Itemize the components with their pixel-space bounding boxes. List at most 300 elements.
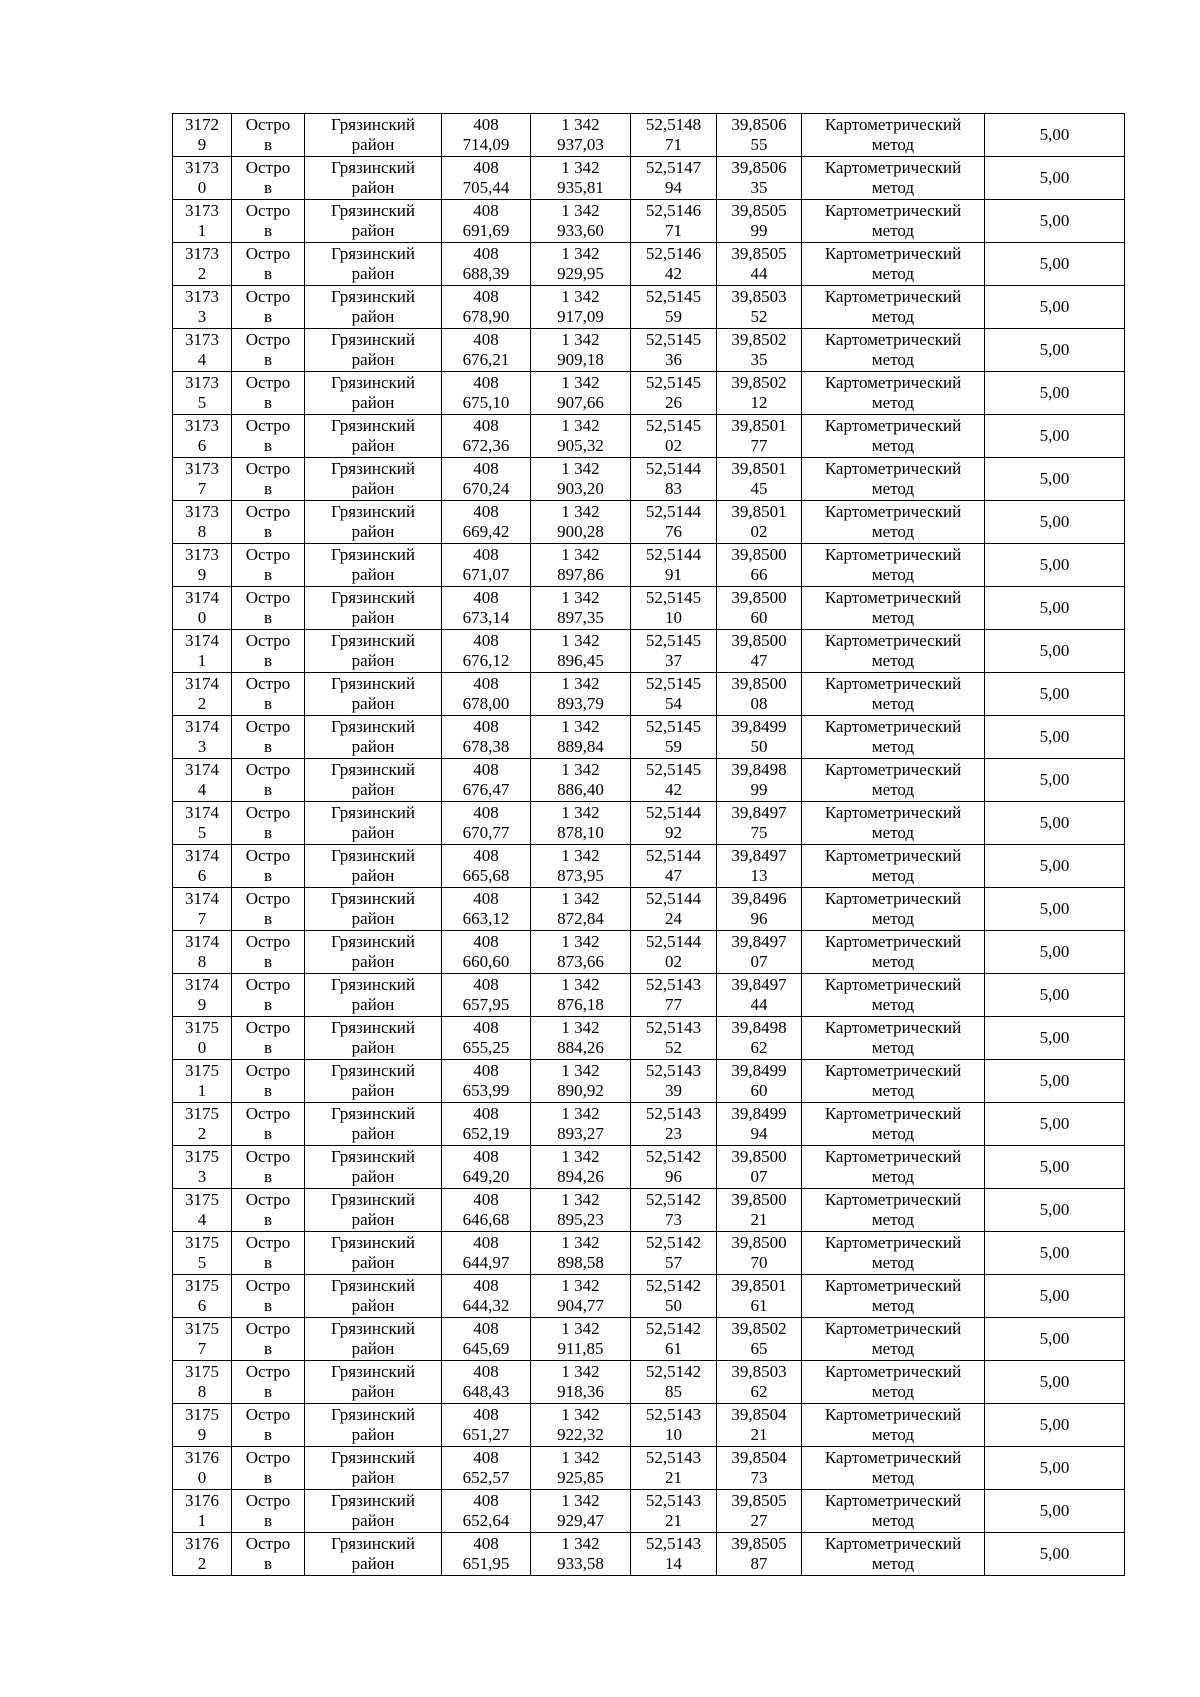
- object-name-cell: [232, 501, 305, 544]
- latitude-cell-line: 52,5147: [645, 158, 702, 177]
- point-number-cell-line: 3173: [185, 416, 219, 435]
- table-row: [173, 544, 1125, 587]
- accuracy-cell: 5,00: [985, 974, 1125, 1017]
- method-cell-line: Картометрический: [824, 1018, 962, 1037]
- district-cell-line: район: [351, 1511, 395, 1530]
- longitude-cell: [717, 458, 802, 501]
- coord-x-cell: [442, 329, 531, 372]
- point-number-cell: [173, 802, 232, 845]
- point-number-cell: [173, 286, 232, 329]
- object-name-cell-line: в: [263, 1425, 273, 1444]
- coord-y-cell-line: 1 342: [561, 889, 600, 908]
- longitude-cell-line: 61: [750, 1296, 768, 1315]
- coord-y-cell-line: 894,26: [557, 1167, 604, 1186]
- latitude-cell: [631, 286, 717, 329]
- coord-x-cell: [442, 716, 531, 759]
- longitude-cell-line: 13: [750, 866, 768, 885]
- coord-x-cell-line: 408: [473, 158, 499, 177]
- district-cell: [305, 1146, 442, 1189]
- coord-y-cell-line: 1 342: [561, 1104, 600, 1123]
- district-cell: [305, 544, 442, 587]
- table-row: [173, 329, 1125, 372]
- longitude-cell-line: 21: [750, 1210, 768, 1229]
- coord-x-cell-line: 670,24: [462, 479, 510, 498]
- object-name-cell: [232, 759, 305, 802]
- latitude-cell-line: 10: [665, 1425, 682, 1444]
- coord-x-cell: [442, 630, 531, 673]
- method-cell-line: метод: [871, 1339, 915, 1358]
- coord-x-cell-line: 408: [473, 287, 499, 306]
- coord-y-cell-line: 1 342: [561, 1147, 600, 1166]
- coord-x-cell: [442, 931, 531, 974]
- object-name-cell-line: Остро: [245, 1190, 291, 1209]
- object-name-cell-line: Остро: [245, 975, 291, 994]
- district-cell-line: район: [351, 264, 395, 283]
- district-cell-line: Грязинский: [331, 1362, 415, 1381]
- method-cell: [802, 501, 985, 544]
- longitude-cell-line: 39,8496: [731, 889, 787, 908]
- object-name-cell-line: в: [263, 1339, 273, 1358]
- accuracy-cell: 5,00: [985, 673, 1125, 716]
- latitude-cell-line: 52,5145: [645, 287, 702, 306]
- district-cell: [305, 1361, 442, 1404]
- district-cell-line: Грязинский: [331, 502, 415, 521]
- coord-y-cell-line: 895,23: [557, 1210, 604, 1229]
- latitude-cell-line: 52,5144: [645, 846, 702, 865]
- method-cell-line: метод: [871, 1210, 915, 1229]
- point-number-cell-line: 1: [197, 221, 207, 240]
- coord-x-cell-line: 652,19: [462, 1124, 510, 1143]
- accuracy-cell: 5,00: [985, 931, 1125, 974]
- object-name-cell-line: Остро: [245, 416, 291, 435]
- object-name-cell-line: в: [263, 479, 273, 498]
- object-name-cell: [232, 1318, 305, 1361]
- object-name-cell: [232, 329, 305, 372]
- coord-x-cell: [442, 845, 531, 888]
- longitude-cell: [717, 501, 802, 544]
- district-cell: [305, 501, 442, 544]
- point-number-cell-line: 3173: [185, 545, 219, 564]
- object-name-cell-line: Остро: [245, 502, 291, 521]
- district-cell: [305, 1490, 442, 1533]
- method-cell-line: Картометрический: [824, 201, 962, 220]
- method-cell-line: Картометрический: [824, 115, 962, 134]
- district-cell-line: район: [351, 1382, 395, 1401]
- method-cell-line: Картометрический: [824, 459, 962, 478]
- coord-x-cell: [442, 759, 531, 802]
- coord-y-cell-line: 1 342: [561, 674, 600, 693]
- longitude-cell-line: 39,8497: [731, 803, 787, 822]
- district-cell-line: район: [351, 952, 395, 971]
- coord-x-cell: [442, 1103, 531, 1146]
- district-cell: [305, 415, 442, 458]
- object-name-cell-line: в: [263, 307, 273, 326]
- method-cell-line: метод: [871, 479, 915, 498]
- point-number-cell-line: 7: [197, 479, 207, 498]
- longitude-cell-line: 94: [750, 1124, 768, 1143]
- point-number-cell: [173, 587, 232, 630]
- longitude-cell: [717, 716, 802, 759]
- point-number-cell-line: 3173: [185, 502, 219, 521]
- coord-y-cell: [531, 845, 631, 888]
- method-cell-line: Картометрический: [824, 1233, 962, 1252]
- point-number-cell-line: 8: [197, 1382, 207, 1401]
- accuracy-cell: 5,00: [985, 372, 1125, 415]
- latitude-cell: [631, 587, 717, 630]
- district-cell-line: район: [351, 1425, 395, 1444]
- method-cell-line: Картометрический: [824, 1362, 962, 1381]
- district-cell-line: район: [351, 307, 395, 326]
- object-name-cell-line: в: [263, 350, 273, 369]
- method-cell: [802, 286, 985, 329]
- longitude-cell-line: 39,8502: [731, 330, 787, 349]
- latitude-cell: [631, 888, 717, 931]
- longitude-cell: [717, 1447, 802, 1490]
- accuracy-cell: 5,00: [985, 1146, 1125, 1189]
- method-cell-line: метод: [871, 1468, 915, 1487]
- object-name-cell-line: в: [263, 866, 273, 885]
- coord-y-cell-line: 1 342: [561, 115, 600, 134]
- point-number-cell-line: 3: [197, 1167, 207, 1186]
- district-cell-line: Грязинский: [331, 1061, 415, 1080]
- longitude-cell: [717, 157, 802, 200]
- coord-y-cell: [531, 1017, 631, 1060]
- coord-y-cell: [531, 1361, 631, 1404]
- point-number-cell: [173, 1404, 232, 1447]
- district-cell-line: Грязинский: [331, 631, 415, 650]
- coord-x-cell-line: 652,57: [462, 1468, 510, 1487]
- latitude-cell-line: 52,5144: [645, 803, 702, 822]
- latitude-cell: [631, 1232, 717, 1275]
- longitude-cell-line: 39,8501: [731, 416, 787, 435]
- district-cell-line: район: [351, 1339, 395, 1358]
- object-name-cell-line: Остро: [245, 1276, 291, 1295]
- coord-y-cell: [531, 673, 631, 716]
- coord-y-cell-line: 1 342: [561, 803, 600, 822]
- latitude-cell-line: 94: [665, 178, 682, 197]
- object-name-cell: [232, 1103, 305, 1146]
- point-number-cell-line: 0: [197, 178, 207, 197]
- coord-y-cell-line: 1 342: [561, 502, 600, 521]
- object-name-cell: [232, 1060, 305, 1103]
- district-cell-line: район: [351, 866, 395, 885]
- coord-y-cell-line: 900,28: [557, 522, 604, 541]
- object-name-cell-line: Остро: [245, 1147, 291, 1166]
- longitude-cell: [717, 1060, 802, 1103]
- table-row: [173, 587, 1125, 630]
- table-row: [173, 1490, 1125, 1533]
- coord-y-cell: [531, 1146, 631, 1189]
- coord-y-cell: [531, 415, 631, 458]
- longitude-cell-line: 60: [750, 1081, 768, 1100]
- coord-y-cell-line: 1 342: [561, 760, 600, 779]
- point-number-cell-line: 3174: [185, 631, 219, 650]
- longitude-cell-line: 39,8501: [731, 1276, 787, 1295]
- latitude-cell: [631, 1017, 717, 1060]
- latitude-cell: [631, 931, 717, 974]
- point-number-cell-line: 5: [197, 393, 207, 412]
- table-row: [173, 888, 1125, 931]
- district-cell-line: Грязинский: [331, 1190, 415, 1209]
- district-cell-line: Грязинский: [331, 1405, 415, 1424]
- coord-y-cell-line: 893,27: [557, 1124, 604, 1143]
- coord-x-cell-line: 651,95: [462, 1554, 510, 1573]
- method-cell: [802, 372, 985, 415]
- object-name-cell-line: в: [263, 952, 273, 971]
- point-number-cell-line: 3172: [185, 115, 219, 134]
- point-number-cell-line: 3173: [185, 244, 219, 263]
- coord-y-cell-line: 937,03: [557, 135, 604, 154]
- method-cell-line: метод: [871, 823, 915, 842]
- method-cell-line: метод: [871, 1382, 915, 1401]
- table-row: [173, 501, 1125, 544]
- district-cell-line: Грязинский: [331, 1276, 415, 1295]
- coord-y-cell: [531, 372, 631, 415]
- point-number-cell-line: 6: [197, 436, 207, 455]
- method-cell-line: метод: [871, 135, 915, 154]
- method-cell-line: метод: [871, 307, 915, 326]
- accuracy-cell: 5,00: [985, 1490, 1125, 1533]
- latitude-cell-line: 02: [665, 436, 682, 455]
- point-number-cell: [173, 372, 232, 415]
- point-number-cell-line: 3175: [185, 1405, 219, 1424]
- coord-x-cell: [442, 243, 531, 286]
- method-cell-line: метод: [871, 178, 915, 197]
- coord-x-cell-line: 651,27: [462, 1425, 510, 1444]
- object-name-cell: [232, 1146, 305, 1189]
- district-cell: [305, 1404, 442, 1447]
- method-cell-line: метод: [871, 651, 915, 670]
- latitude-cell: [631, 1060, 717, 1103]
- coord-x-cell: [442, 1232, 531, 1275]
- accuracy-cell: 5,00: [985, 1060, 1125, 1103]
- district-cell-line: Грязинский: [331, 416, 415, 435]
- district-cell-line: Грязинский: [331, 244, 415, 263]
- longitude-cell-line: 44: [750, 264, 768, 283]
- longitude-cell-line: 39,8506: [731, 158, 787, 177]
- coord-x-cell-line: 672,36: [462, 436, 510, 455]
- latitude-cell: [631, 1361, 717, 1404]
- coord-y-cell-line: 925,85: [557, 1468, 604, 1487]
- latitude-cell: [631, 200, 717, 243]
- object-name-cell: [232, 845, 305, 888]
- latitude-cell-line: 52,5144: [645, 459, 702, 478]
- point-number-cell-line: 9: [197, 565, 207, 584]
- longitude-cell-line: 65: [750, 1339, 768, 1358]
- longitude-cell-line: 39,8506: [731, 115, 787, 134]
- district-cell-line: Грязинский: [331, 330, 415, 349]
- coord-x-cell: [442, 802, 531, 845]
- coord-y-cell-line: 933,58: [557, 1554, 604, 1573]
- object-name-cell-line: Остро: [245, 1362, 291, 1381]
- latitude-cell-line: 83: [665, 479, 682, 498]
- latitude-cell-line: 42: [665, 264, 682, 283]
- point-number-cell-line: 3173: [185, 158, 219, 177]
- method-cell-line: метод: [871, 1425, 915, 1444]
- point-number-cell: [173, 415, 232, 458]
- district-cell: [305, 759, 442, 802]
- coord-x-cell: [442, 974, 531, 1017]
- latitude-cell-line: 21: [665, 1511, 682, 1530]
- object-name-cell: [232, 1232, 305, 1275]
- district-cell: [305, 931, 442, 974]
- object-name-cell: [232, 974, 305, 1017]
- point-number-cell: [173, 931, 232, 974]
- object-name-cell-line: Остро: [245, 846, 291, 865]
- point-number-cell-line: 9: [197, 135, 207, 154]
- district-cell-line: район: [351, 479, 395, 498]
- method-cell: [802, 931, 985, 974]
- point-number-cell-line: 3174: [185, 674, 219, 693]
- point-number-cell-line: 3175: [185, 1104, 219, 1123]
- coord-y-cell-line: 935,81: [557, 178, 604, 197]
- coord-x-cell: [442, 1318, 531, 1361]
- coord-x-cell-line: 657,95: [462, 995, 510, 1014]
- point-number-cell: [173, 501, 232, 544]
- latitude-cell: [631, 1189, 717, 1232]
- object-name-cell-line: в: [263, 1296, 273, 1315]
- table-row: [173, 1017, 1125, 1060]
- coord-y-cell-line: 889,84: [557, 737, 604, 756]
- longitude-cell-line: 08: [750, 694, 768, 713]
- method-cell-line: Картометрический: [824, 1061, 962, 1080]
- table-row: [173, 458, 1125, 501]
- latitude-cell-line: 91: [665, 565, 682, 584]
- method-cell-line: Картометрический: [824, 631, 962, 650]
- district-cell-line: район: [351, 995, 395, 1014]
- coord-y-cell: [531, 114, 631, 157]
- coord-x-cell-line: 408: [473, 1319, 499, 1338]
- point-number-cell-line: 4: [197, 350, 207, 369]
- accuracy-cell: 5,00: [985, 458, 1125, 501]
- longitude-cell-line: 77: [750, 436, 768, 455]
- district-cell: [305, 974, 442, 1017]
- latitude-cell: [631, 1103, 717, 1146]
- district-cell-line: район: [351, 135, 395, 154]
- latitude-cell-line: 50: [665, 1296, 682, 1315]
- point-number-cell-line: 0: [197, 1468, 207, 1487]
- point-number-cell-line: 2: [197, 1124, 207, 1143]
- coord-y-cell-line: 1 342: [561, 244, 600, 263]
- coord-y-cell-line: 1 342: [561, 416, 600, 435]
- district-cell-line: район: [351, 1167, 395, 1186]
- district-cell: [305, 372, 442, 415]
- latitude-cell-line: 52,5143: [645, 975, 702, 994]
- coord-x-cell-line: 408: [473, 115, 499, 134]
- district-cell: [305, 1017, 442, 1060]
- method-cell-line: Картометрический: [824, 1534, 962, 1553]
- coord-x-cell: [442, 888, 531, 931]
- district-cell: [305, 1447, 442, 1490]
- object-name-cell-line: в: [263, 1382, 273, 1401]
- object-name-cell-line: Остро: [245, 373, 291, 392]
- coord-x-cell-line: 705,44: [462, 178, 510, 197]
- object-name-cell-line: Остро: [245, 244, 291, 263]
- coord-y-cell: [531, 458, 631, 501]
- object-name-cell: [232, 673, 305, 716]
- coord-y-cell: [531, 157, 631, 200]
- district-cell-line: Грязинский: [331, 545, 415, 564]
- object-name-cell-line: Остро: [245, 1534, 291, 1553]
- point-number-cell-line: 0: [197, 608, 207, 627]
- district-cell: [305, 1275, 442, 1318]
- longitude-cell-line: 39,8505: [731, 1491, 787, 1510]
- method-cell-line: метод: [871, 694, 915, 713]
- point-number-cell-line: 4: [197, 1210, 207, 1229]
- latitude-cell-line: 59: [665, 307, 682, 326]
- method-cell-line: метод: [871, 1253, 915, 1272]
- method-cell-line: метод: [871, 608, 915, 627]
- longitude-cell-line: 39,8503: [731, 287, 787, 306]
- coord-y-cell-line: 1 342: [561, 717, 600, 736]
- point-number-cell: [173, 1017, 232, 1060]
- coord-y-cell-line: 1 342: [561, 1018, 600, 1037]
- district-cell-line: район: [351, 565, 395, 584]
- coord-y-cell-line: 898,58: [557, 1253, 604, 1272]
- longitude-cell: [717, 1533, 802, 1576]
- coord-x-cell-line: 408: [473, 1276, 499, 1295]
- object-name-cell-line: Остро: [245, 1018, 291, 1037]
- object-name-cell-line: Остро: [245, 287, 291, 306]
- method-cell: [802, 329, 985, 372]
- district-cell: [305, 1060, 442, 1103]
- method-cell-line: Картометрический: [824, 1190, 962, 1209]
- method-cell: [802, 200, 985, 243]
- coord-y-cell-line: 873,66: [557, 952, 604, 971]
- coord-y-cell-line: 1 342: [561, 1448, 600, 1467]
- longitude-cell: [717, 974, 802, 1017]
- object-name-cell-line: в: [263, 651, 273, 670]
- latitude-cell-line: 52,5146: [645, 201, 702, 220]
- longitude-cell: [717, 845, 802, 888]
- accuracy-cell: 5,00: [985, 716, 1125, 759]
- object-name-cell-line: Остро: [245, 889, 291, 908]
- coord-x-cell: [442, 1275, 531, 1318]
- method-cell-line: метод: [871, 264, 915, 283]
- method-cell-line: Картометрический: [824, 932, 962, 951]
- accuracy-cell: 5,00: [985, 1318, 1125, 1361]
- latitude-cell-line: 10: [665, 608, 682, 627]
- district-cell: [305, 114, 442, 157]
- district-cell-line: Грязинский: [331, 760, 415, 779]
- method-cell: [802, 1189, 985, 1232]
- longitude-cell-line: 55: [750, 135, 768, 154]
- point-number-cell: [173, 845, 232, 888]
- accuracy-cell: 5,00: [985, 157, 1125, 200]
- coord-x-cell: [442, 1361, 531, 1404]
- point-number-cell-line: 1: [197, 651, 207, 670]
- latitude-cell: [631, 1318, 717, 1361]
- method-cell: [802, 974, 985, 1017]
- district-cell-line: Грязинский: [331, 201, 415, 220]
- coord-y-cell-line: 929,95: [557, 264, 604, 283]
- object-name-cell: [232, 1017, 305, 1060]
- coord-y-cell-line: 1 342: [561, 1319, 600, 1338]
- object-name-cell-line: Остро: [245, 1319, 291, 1338]
- latitude-cell-line: 71: [665, 221, 682, 240]
- method-cell: [802, 630, 985, 673]
- table-row: [173, 1232, 1125, 1275]
- longitude-cell: [717, 243, 802, 286]
- point-number-cell: [173, 974, 232, 1017]
- district-cell: [305, 673, 442, 716]
- district-cell: [305, 1318, 442, 1361]
- accuracy-cell: 5,00: [985, 286, 1125, 329]
- method-cell: [802, 157, 985, 200]
- longitude-cell-line: 27: [750, 1511, 768, 1530]
- object-name-cell: [232, 415, 305, 458]
- longitude-cell-line: 39,8499: [731, 1104, 787, 1123]
